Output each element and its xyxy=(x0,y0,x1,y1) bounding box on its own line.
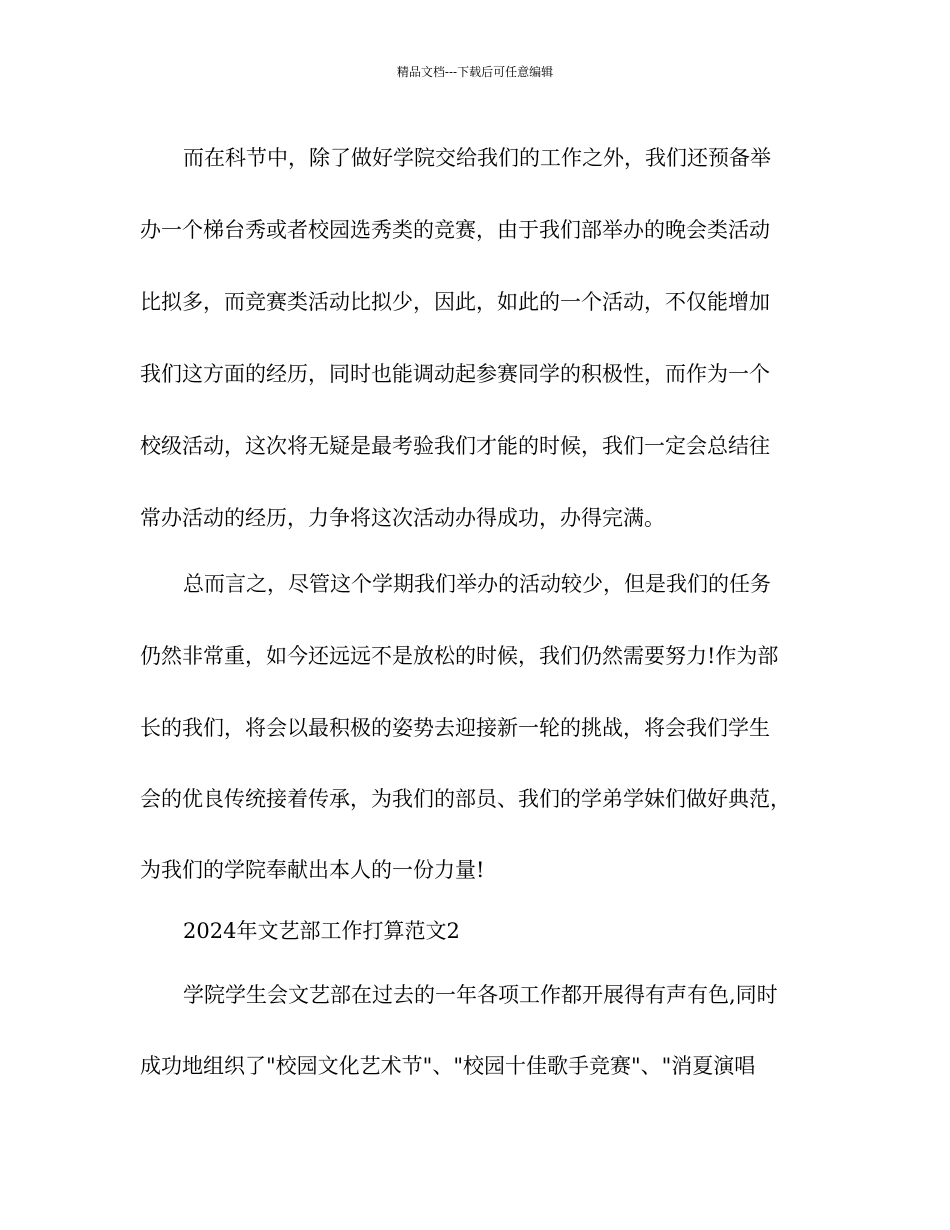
text-line: 常办活动的经历，力争将这次活动办得成功，办得完满。 xyxy=(140,506,665,530)
text-line: 总而言之，尽管这个学期我们举办的活动较少，但是我们的任务 xyxy=(183,572,771,596)
text-line: 学院学生会文艺部在过去的一年各项工作都开展得有声有色,同时 xyxy=(183,983,778,1007)
section-heading: 2024年文艺部工作打算范文2 xyxy=(183,919,460,943)
page-header: 精品文档---下载后可任意编辑 xyxy=(396,65,554,79)
text-line: 为我们的学院奉献出本人的一份力量! xyxy=(140,858,485,882)
text-line: 成功地组织了"校园文化艺术节"、"校园十佳歌手竞赛"、"消夏演唱 xyxy=(140,1054,756,1078)
text-line: 长的我们，将会以最积极的姿势去迎接新一轮的挑战，将会我们学生 xyxy=(140,716,770,740)
text-line: 比拟多，而竞赛类活动比拟少，因此，如此的一个活动，不仅能增加 xyxy=(140,290,770,314)
text-line: 仍然非常重，如今还远远不是放松的时候，我们仍然需要努力!作为部 xyxy=(140,644,779,668)
text-line: 校级活动，这次将无疑是最考验我们才能的时候，我们一定会总结往 xyxy=(140,434,770,458)
text-line: 而在科节中，除了做好学院交给我们的工作之外，我们还预备举 xyxy=(183,146,771,170)
text-line: 办一个梯台秀或者校园选秀类的竞赛，由于我们部举办的晚会类活动 xyxy=(140,218,770,242)
text-line: 我们这方面的经历，同时也能调动起参赛同学的积极性，而作为一个 xyxy=(140,362,770,386)
text-line: 会的优良传统接着传承，为我们的部员、我们的学弟学妹们做好典范， xyxy=(140,787,791,811)
